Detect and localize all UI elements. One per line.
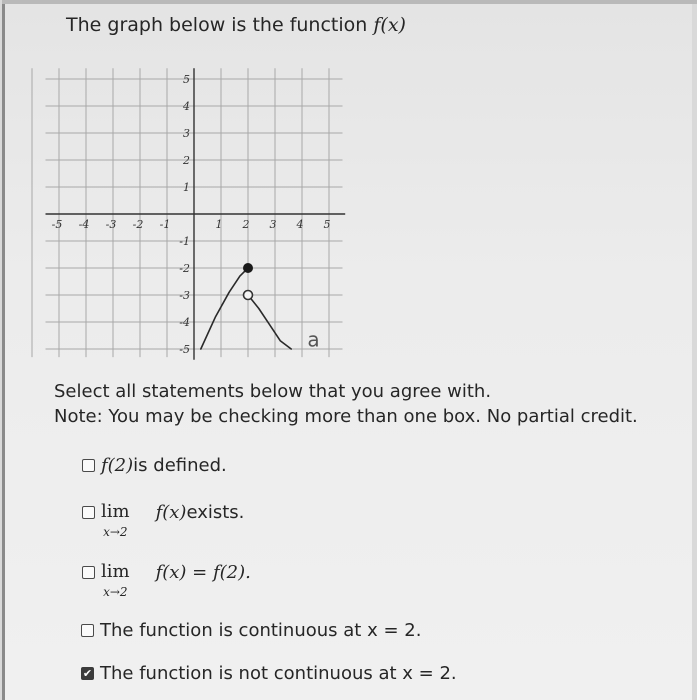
lim-word: lim bbox=[101, 561, 130, 582]
lim-word: lim bbox=[101, 501, 130, 522]
option-limit-equals-value[interactable] bbox=[82, 562, 251, 599]
option-not-continuous[interactable] bbox=[81, 663, 457, 684]
x-tick-label: 4 bbox=[296, 218, 304, 231]
checkbox[interactable] bbox=[82, 506, 95, 519]
option-text: exists. bbox=[186, 502, 245, 523]
instructions bbox=[54, 379, 638, 429]
limit-notation bbox=[101, 502, 130, 539]
y-tick-label: 4 bbox=[183, 100, 190, 113]
x-tick-label: -5 bbox=[51, 218, 63, 231]
option-math: f(x) bbox=[155, 502, 187, 523]
checkbox[interactable] bbox=[81, 624, 94, 637]
lim-subscript: x→2 bbox=[103, 525, 128, 539]
instruction-line-1: Select all statements below that you agree with. bbox=[54, 381, 492, 402]
title-function: f(x) bbox=[373, 14, 406, 36]
worksheet bbox=[2, 0, 692, 700]
function-graph bbox=[51, 62, 354, 362]
closed-point bbox=[243, 263, 253, 273]
instruction-line-2: Note: You may be checking more than one box. No partial credit. bbox=[54, 406, 638, 427]
x-tick-label: 2 bbox=[242, 218, 250, 231]
x-tick-label: 3 bbox=[269, 218, 277, 231]
curve-segment bbox=[201, 268, 248, 349]
y-tick-label: -5 bbox=[179, 343, 190, 356]
option-text: The function is not continuous at x = 2. bbox=[100, 663, 457, 684]
x-tick-label: -3 bbox=[105, 218, 117, 231]
title-text: The graph below is the function bbox=[66, 14, 368, 36]
page-edge-top bbox=[2, 0, 697, 4]
checkbox-checked[interactable] bbox=[81, 667, 94, 680]
y-tick-label: 2 bbox=[183, 154, 190, 167]
lim-subscript: x→2 bbox=[103, 585, 128, 599]
y-tick-label: -1 bbox=[179, 235, 190, 248]
option-limit-exists[interactable] bbox=[82, 502, 244, 539]
x-tick-label: 1 bbox=[215, 218, 223, 231]
x-tick-label: 5 bbox=[323, 218, 331, 231]
page-edge bbox=[2, 0, 5, 700]
option-text: The function is continuous at x = 2. bbox=[100, 620, 422, 641]
option-f2-defined[interactable] bbox=[82, 455, 227, 476]
option-text: is defined. bbox=[133, 455, 227, 476]
y-tick-label: 3 bbox=[183, 127, 190, 140]
limit-notation bbox=[101, 562, 130, 599]
option-continuous[interactable] bbox=[81, 620, 421, 641]
checkbox[interactable] bbox=[82, 459, 95, 472]
x-tick-label: -1 bbox=[159, 218, 171, 231]
y-tick-label: -2 bbox=[179, 262, 190, 275]
x-tick-label: -4 bbox=[78, 218, 90, 231]
y-tick-label: 5 bbox=[183, 73, 190, 86]
y-tick-label: 1 bbox=[183, 181, 190, 194]
option-math: f(2) bbox=[101, 455, 134, 476]
check-icon: ✔ bbox=[82, 667, 93, 680]
open-point bbox=[244, 291, 253, 300]
question-title bbox=[66, 14, 406, 36]
corner-label: a bbox=[307, 327, 320, 352]
y-tick-label: -4 bbox=[179, 316, 190, 329]
x-tick-label: -2 bbox=[132, 218, 144, 231]
option-math: f(x) = f(2). bbox=[155, 562, 251, 583]
checkbox[interactable] bbox=[82, 566, 95, 579]
y-tick-label: -3 bbox=[179, 289, 190, 302]
